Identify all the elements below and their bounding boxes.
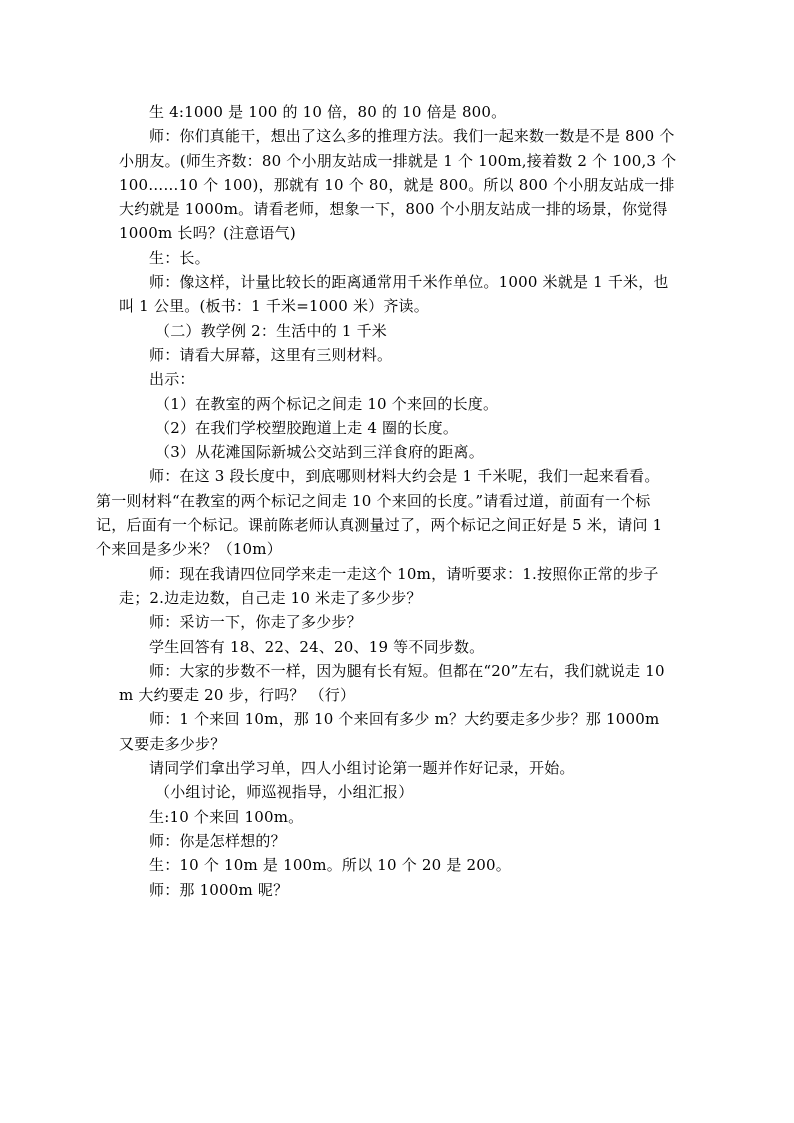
paragraph: 学生回答有 18、22、24、20、19 等不同步数。 <box>149 637 485 656</box>
paragraph: 师：那 1000m 呢？ <box>149 880 289 899</box>
list-item: （1）在教室的两个标记之间走 10 个来回的长度。 <box>155 394 499 413</box>
paragraph: 师：你是怎样想的？ <box>149 831 286 850</box>
paragraph: 师：大家的步数不一样，因为腿有长有短。但都在“20”左右，我们就说走 10m 大约要走 20 步，行吗？ （行） <box>119 661 665 705</box>
paragraph: 生:10 个来回 100m。 <box>149 807 304 826</box>
paragraph: 师：请看大屏幕，这里有三则材料。 <box>149 345 393 364</box>
paragraph: 师：1 个来回 10m，那 10 个来回有多少 m？大约要走多少步？那 1000m 又要走多少步？ <box>119 710 660 753</box>
paragraph: 生 4:1000 是 100 的 10 倍，80 的 10 倍是 800。 <box>149 103 507 121</box>
paragraph: 生：长。 <box>149 248 210 267</box>
paragraph: 师：采访一下，你走了多少步？ <box>149 613 362 632</box>
list-item: （2）在我们学校塑胶跑道上走 4 圈的长度。 <box>155 418 459 437</box>
paragraph: 请同学们拿出学习单，四人小组讨论第一题并作好记录，开始。 <box>149 759 575 778</box>
paragraph: 第一则材料“在教室的两个标记之间走 10 个来回的长度。”请看过道，前面有一个标记，后面有一个标记。课前陈老师认真测量过了，两个标记之间正好是 5 米，请问 1 个来回是多少米？（10m） <box>96 491 663 559</box>
paragraph: 师：现在我请四位同学来走一走这个 10m，请听要求：1.按照你正常的步子走；2.边走边数，自己走 10 米走了多少步？ <box>119 564 659 607</box>
document-body <box>96 100 679 902</box>
paragraph: 出示： <box>149 370 195 389</box>
paragraph: （小组讨论，师巡视指导，小组汇报） <box>155 783 414 802</box>
paragraph: 生：10 个 10m 是 100m。所以 10 个 20 是 200。 <box>149 856 511 875</box>
paragraph: 师：像这样，计量比较长的距离通常用千米作单位。1000 米就是 1 千米，也叫 1 公里。(板书：1 千米=1000 米）齐读。 <box>119 273 669 316</box>
paragraph: 师：你们真能干，想出了这么多的推理方法。我们一起来数一数是不是 800 个小朋友。(师生齐数：80 个小朋友站成一排就是 1 个 100m,接着数 2 个 100,3 个 100……10 个 100)，那就有 10 个 80，就是 800。所以 800 个小朋友站成一排大约就是 1000m。请看老师，想象一下，800 个小朋友站成一排的场景，你觉得 1000m 长吗？(注意语气) <box>119 127 677 243</box>
paragraph: 师：在这 3 段长度中，到底哪则材料大约会是 1 千米呢，我们一起来看看。 <box>149 467 660 486</box>
list-item: （3）从花滩国际新城公交站到三洋食府的距离。 <box>155 443 484 462</box>
section-heading: （二）教学例 2：生活中的 1 千米 <box>155 321 387 340</box>
